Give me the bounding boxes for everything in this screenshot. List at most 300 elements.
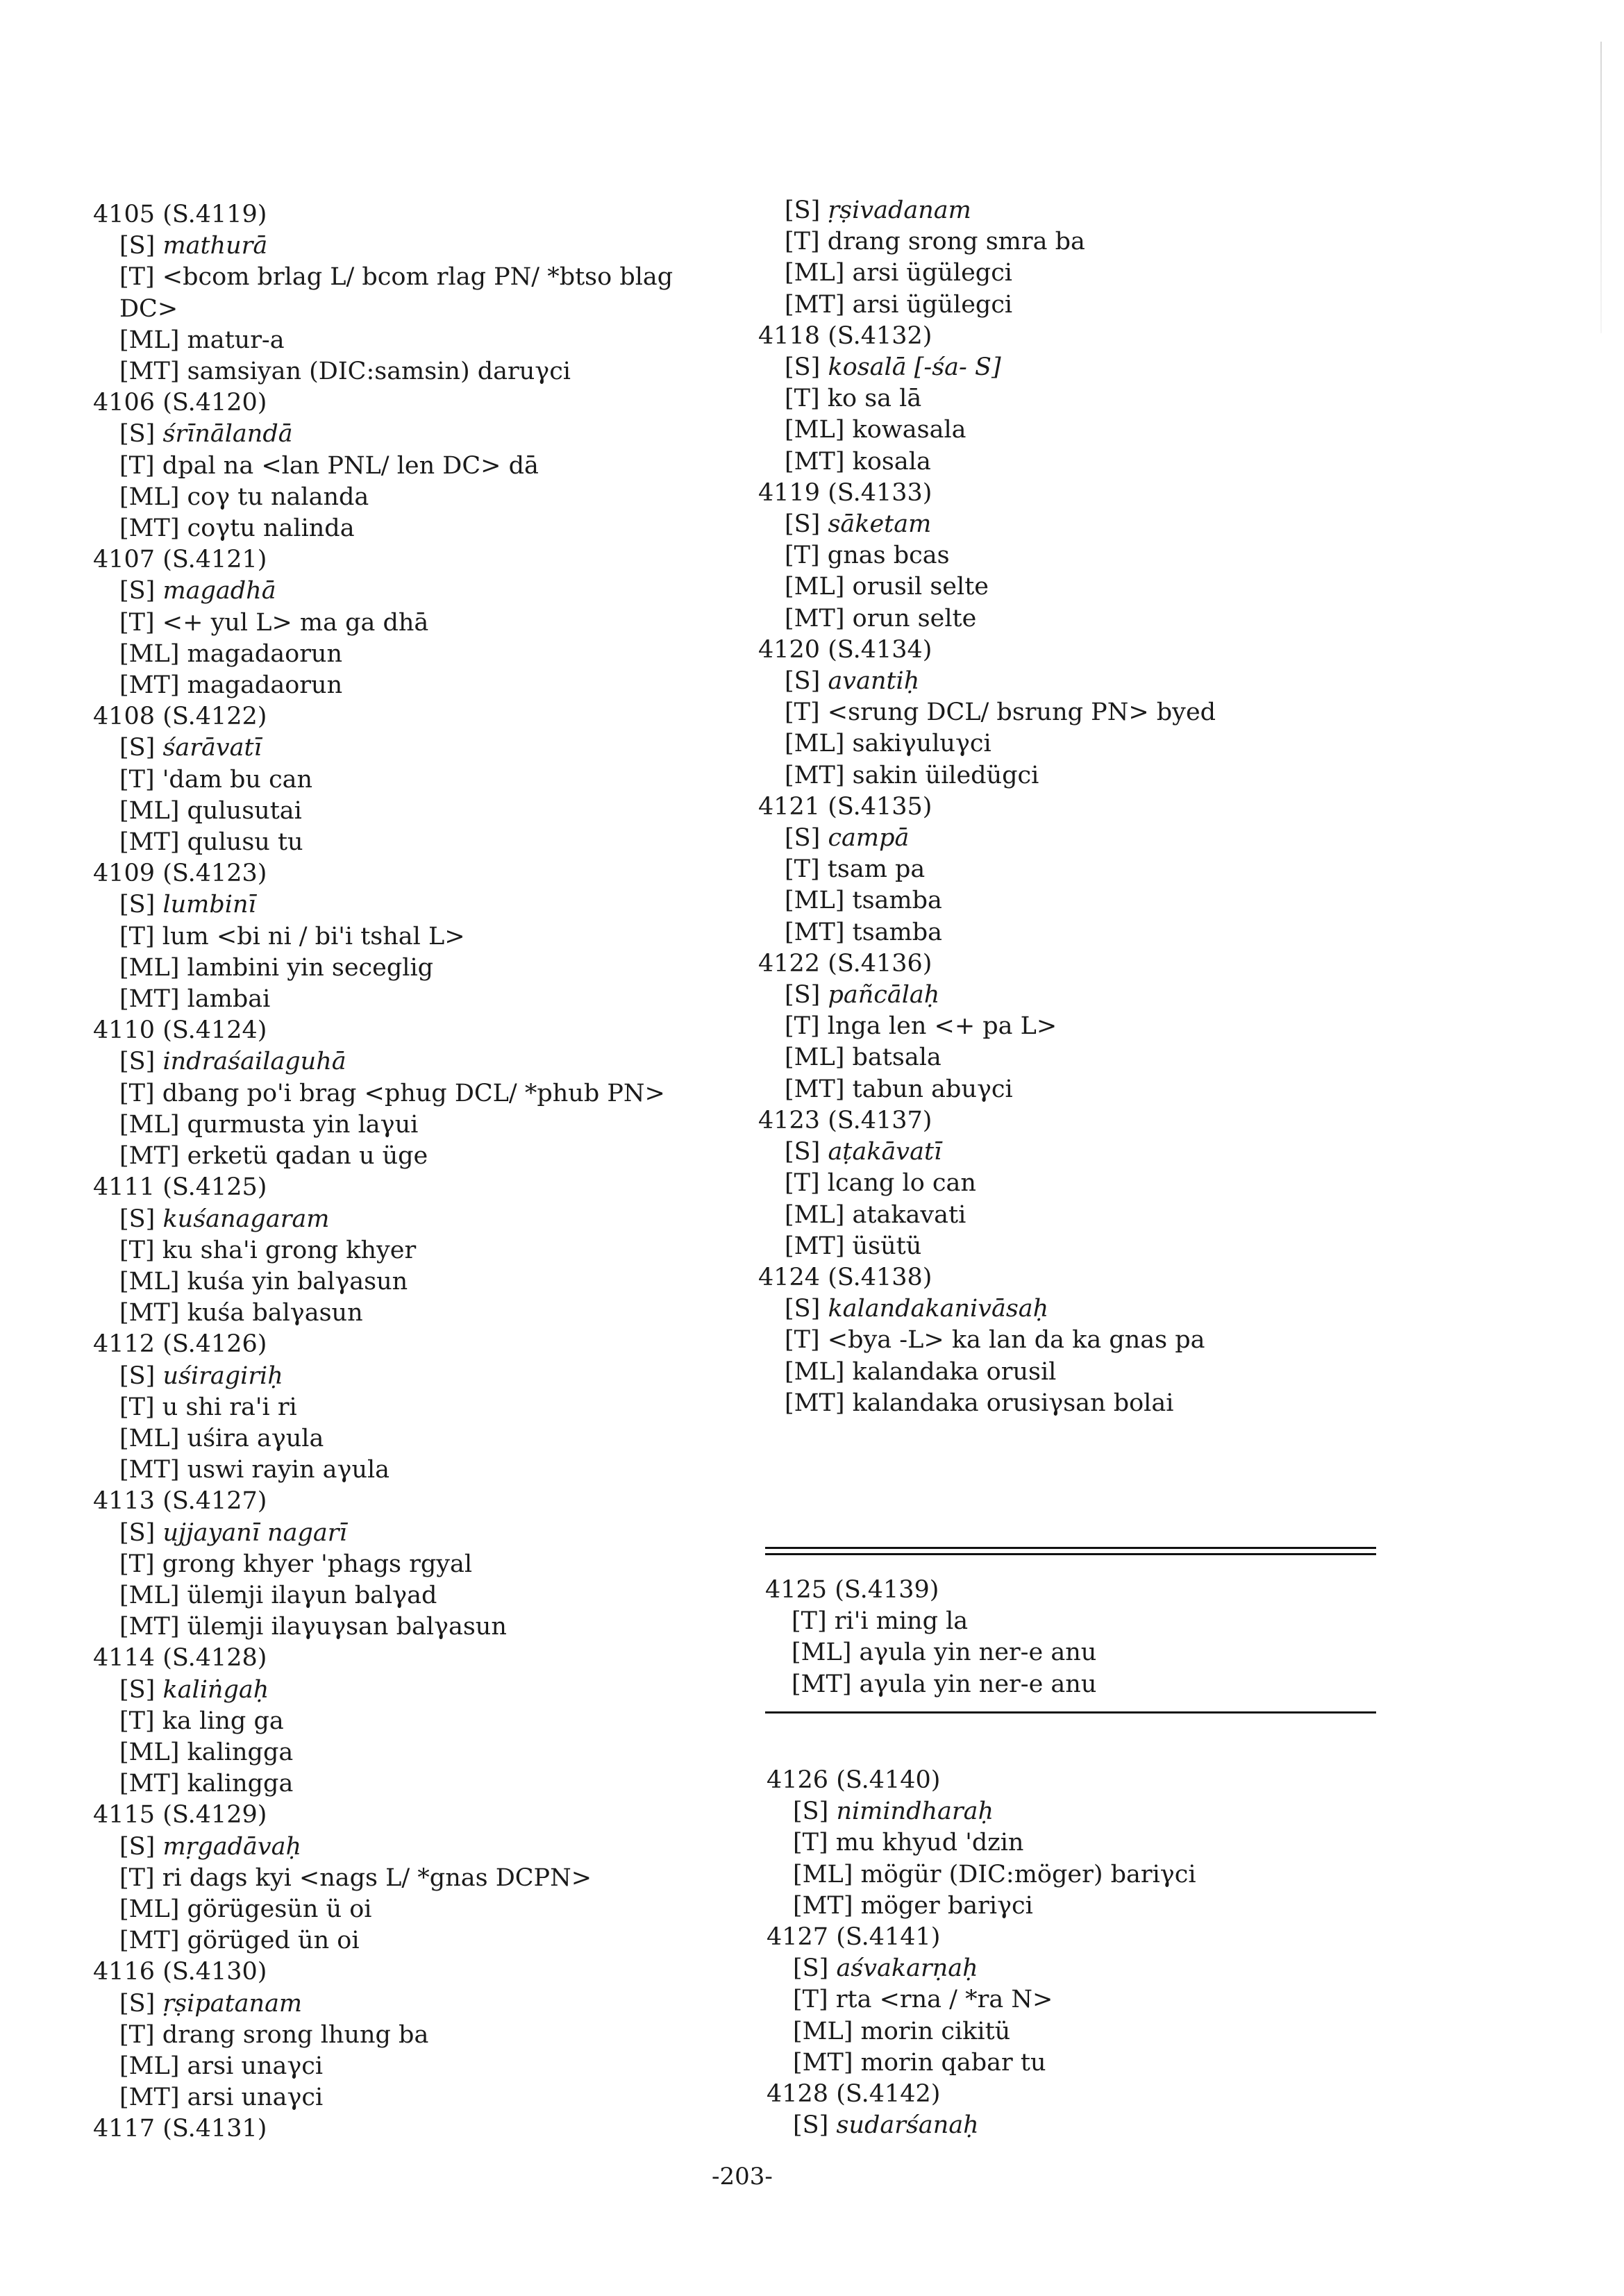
language-tag: [T]: [785, 542, 820, 570]
language-tag: [T]: [785, 1169, 820, 1198]
entry-text: üsütü: [852, 1232, 922, 1260]
entry-line: [758, 697, 1383, 728]
entry-text: sakiγuluγci: [852, 730, 991, 758]
entry-line: [93, 889, 760, 921]
entry-line: [758, 509, 1383, 540]
entry-line: [765, 1669, 1390, 1700]
entry-line: [93, 451, 760, 482]
language-tag: [T]: [119, 1863, 155, 1892]
language-tag: [T]: [792, 1607, 827, 1636]
language-tag: [T]: [785, 855, 820, 884]
dictionary-entry: [767, 1765, 1391, 1922]
entry-line: [765, 1637, 1390, 1668]
language-tag: [ML]: [785, 259, 845, 287]
entry-text: kalingga: [187, 1738, 294, 1766]
entry-line: [93, 2051, 760, 2082]
entry-line: [758, 414, 1383, 446]
entry-line: [93, 796, 760, 827]
entry-text: qulusutai: [187, 796, 302, 825]
language-tag: [ML]: [119, 1895, 180, 1923]
entry-text: tsamba: [852, 887, 942, 915]
entry-line: [758, 666, 1383, 697]
entry-text: kosala: [852, 447, 931, 476]
language-tag: [MT]: [785, 1389, 845, 1417]
page-number: -203-: [712, 2163, 773, 2190]
entry-line: [93, 1768, 760, 1800]
entry-line: [758, 1231, 1383, 1262]
entry-line: [93, 953, 760, 984]
language-tag: [S]: [785, 981, 821, 1009]
entry-number: 4125 (S.4139): [765, 1576, 939, 1604]
entry-text: <+ yul L> ma ga dhā: [162, 608, 429, 637]
entry-text: śarāvatī: [162, 734, 262, 762]
entry-text: morin qabar tu: [860, 2048, 1046, 2077]
entry-line: [93, 607, 760, 639]
entry-text: lum <bi ni / bi'i tshal L>: [162, 922, 465, 950]
entry-number: 4121 (S.4135): [758, 792, 932, 821]
entry-line: [93, 764, 760, 796]
entry-number: 4122 (S.4136): [758, 949, 932, 978]
entry-text: arsi ügülegci: [852, 259, 1013, 287]
entry-text: śrīnālandā: [162, 420, 293, 449]
dictionary-entry: [93, 199, 760, 387]
language-tag: [S]: [119, 1832, 156, 1861]
language-tag: [ML]: [119, 483, 180, 511]
entry-line: [93, 1518, 760, 1549]
dictionary-entry: [758, 635, 1383, 791]
entry-text: aśvakarṇaḥ: [836, 1954, 978, 1983]
dictionary-entry: [765, 1575, 1390, 1700]
entry-line: [758, 917, 1383, 948]
language-tag: [ML]: [793, 2017, 853, 2045]
entry-line: [765, 1606, 1390, 1637]
entry-line: [93, 1706, 760, 1737]
language-tag: [MT]: [119, 358, 180, 386]
entry-number: 4124 (S.4138): [758, 1263, 932, 1291]
entry-text: mögür (DIC:möger) bariγci: [860, 1860, 1196, 1888]
entry-text: qurmusta yin laγui: [187, 1110, 419, 1139]
language-tag: [S]: [785, 824, 821, 853]
language-tag: [ML]: [119, 1738, 180, 1766]
left-column: [93, 199, 760, 2145]
entry-line: [93, 2082, 760, 2113]
entry-line: [93, 1298, 760, 1329]
entry-text: erketü qadan u üge: [187, 1142, 428, 1171]
dictionary-entry: [93, 1643, 760, 1800]
entry-line: [758, 352, 1383, 383]
language-tag: [MT]: [119, 1770, 180, 1798]
entry-text: coγ tu nalanda: [187, 483, 369, 511]
language-tag: [MT]: [119, 1142, 180, 1171]
language-tag: [ML]: [792, 1639, 852, 1667]
language-tag: [MT]: [785, 447, 845, 476]
entry-number: 4118 (S.4132): [758, 321, 932, 350]
entry-line: [93, 1204, 760, 1235]
entry-text: uswi rayin aγula: [187, 1456, 390, 1484]
entry-text: kalandaka orusiγsan bolai: [852, 1389, 1174, 1417]
entry-text: gnas bcas: [827, 542, 950, 570]
entry-line: [758, 1074, 1383, 1105]
language-tag: [T]: [119, 1707, 155, 1735]
language-tag: [T]: [119, 451, 155, 480]
single-rule-divider: [765, 1711, 1376, 1713]
entry-line: [758, 1200, 1383, 1231]
language-tag: [T]: [119, 263, 155, 292]
language-tag: [MT]: [785, 1075, 845, 1103]
entry-line: [93, 1423, 760, 1455]
entry-number: 4119 (S.4133): [758, 478, 932, 507]
entry-text: aṭakāvatī: [828, 1138, 942, 1166]
language-tag: [MT]: [785, 1232, 845, 1260]
entry-text: <srung DCL/ bsrung PN> byed: [827, 698, 1216, 727]
entry-text: kuśanagaram: [162, 1205, 330, 1233]
entry-text: uśira aγula: [187, 1424, 324, 1452]
language-tag: [S]: [785, 353, 821, 382]
entry-line: [758, 854, 1383, 885]
entry-line: [93, 1611, 760, 1643]
entry-text: aγula yin ner-e anu: [859, 1670, 1097, 1698]
entry-text: tsam pa: [827, 855, 926, 884]
dictionary-entry: [93, 1172, 760, 1329]
language-tag: [S]: [785, 510, 821, 539]
entry-line: [758, 258, 1383, 289]
entry-text: dpal na <lan PNL/ len DC> dā: [162, 451, 539, 480]
entry-text: kalandakanivāsaḥ: [828, 1295, 1049, 1323]
entry-text: orun selte: [852, 604, 977, 632]
language-tag: [S]: [785, 667, 821, 696]
entry-line: [767, 1891, 1391, 1922]
language-tag: [ML]: [785, 730, 845, 758]
entry-text: kosalā [-śa- S]: [828, 353, 1001, 382]
dictionary-entry: [93, 1015, 760, 1172]
entry-line: [93, 670, 760, 701]
entry-line: [93, 356, 760, 387]
entry-number: 4106 (S.4120): [93, 389, 267, 417]
dictionary-entry: [93, 701, 760, 858]
entry-line: [758, 760, 1383, 791]
language-tag: [MT]: [119, 1456, 180, 1484]
entry-line: [93, 1549, 760, 1580]
dictionary-entry: [93, 858, 760, 1015]
entry-line: [93, 1235, 760, 1266]
dictionary-entry: [758, 478, 1383, 635]
entry-line: [758, 1388, 1383, 1419]
language-tag: [ML]: [785, 416, 845, 444]
entry-number: 4128 (S.4142): [767, 2080, 941, 2109]
language-tag: [ML]: [119, 2052, 180, 2080]
scan-edge-mark: [1600, 42, 1602, 333]
entry-line: [758, 728, 1383, 760]
language-tag: [T]: [119, 1236, 155, 1264]
language-tag: [S]: [119, 1518, 156, 1547]
language-tag: [S]: [119, 1989, 156, 2018]
entry-line: [758, 603, 1383, 635]
language-tag: [ML]: [785, 887, 845, 915]
entry-text: kalandaka orusil: [852, 1357, 1057, 1386]
entry-text: kaliṅgaḥ: [162, 1675, 269, 1704]
entry-line: [758, 1293, 1383, 1325]
entry-line: [758, 885, 1383, 916]
language-tag: [T]: [119, 1550, 155, 1578]
dictionary-entry: [93, 1329, 760, 1486]
language-tag: [MT]: [785, 918, 845, 946]
language-tag: [ML]: [119, 639, 180, 668]
dictionary-entry: [93, 544, 760, 701]
entry-text: ku sha'i grong khyer: [162, 1236, 417, 1264]
entry-text: matur-a: [187, 326, 285, 354]
language-tag: [S]: [119, 1361, 156, 1390]
entry-text: lambai: [187, 985, 271, 1014]
entry-line: [93, 325, 760, 356]
language-tag: [ML]: [119, 1267, 180, 1296]
entry-line: [93, 1988, 760, 2020]
entry-text: qulusu tu: [187, 828, 303, 857]
entry-line: [758, 1168, 1383, 1199]
entry-number: 4107 (S.4121): [93, 546, 267, 574]
dictionary-entry: [758, 195, 1383, 321]
language-tag: [ML]: [119, 953, 180, 982]
entry-text: uśiragiriḥ: [162, 1361, 283, 1390]
entry-text: nimindharaḥ: [836, 1798, 994, 1826]
language-tag: [T]: [785, 228, 820, 256]
dictionary-entry: [93, 1486, 760, 1643]
dictionary-entry: [758, 1105, 1383, 1262]
entry-line: [93, 482, 760, 513]
entry-text: ri'i ming la: [834, 1607, 969, 1636]
entry-number: 4113 (S.4127): [93, 1487, 267, 1516]
entry-text: morin cikitü: [860, 2017, 1011, 2045]
language-tag: [ML]: [119, 1424, 180, 1452]
language-tag: [MT]: [119, 671, 180, 700]
dictionary-entry: [93, 1800, 760, 1956]
entry-text: rta <rna / *ra N>: [835, 1986, 1053, 2014]
language-tag: [S]: [119, 734, 156, 762]
entry-line: [93, 1078, 760, 1109]
language-tag: [S]: [119, 232, 156, 260]
language-tag: [MT]: [785, 604, 845, 632]
entry-text: orusil selte: [852, 573, 989, 601]
language-tag: [S]: [793, 2111, 829, 2140]
entry-text: <bya -L> ka lan da ka gnas pa: [827, 1326, 1205, 1355]
entry-number: 4109 (S.4123): [93, 860, 267, 888]
entry-text: pañcālaḥ: [828, 981, 940, 1009]
entry-text: sakin üiledügci: [852, 761, 1039, 789]
language-tag: [S]: [785, 196, 821, 224]
language-tag: [S]: [119, 420, 156, 449]
entry-line: [93, 294, 760, 325]
entry-text: campā: [828, 824, 910, 853]
entry-line: [93, 1109, 760, 1141]
entry-line: [93, 576, 760, 607]
entry-line: [758, 1011, 1383, 1042]
entry-line: [93, 1141, 760, 1172]
entry-text: tabun abuγci: [852, 1075, 1013, 1103]
entry-line: [758, 446, 1383, 478]
entry-line: [767, 1984, 1391, 2016]
language-tag: [S]: [119, 577, 156, 605]
entry-line: [758, 1137, 1383, 1168]
entry-line: [758, 226, 1383, 258]
entry-line: [758, 1325, 1383, 1356]
language-tag: [T]: [785, 698, 820, 727]
entry-number: 4126 (S.4140): [767, 1766, 941, 1794]
entry-text: tsamba: [852, 918, 942, 946]
entry-line: [93, 639, 760, 670]
entry-text: kuśa yin balγasun: [187, 1267, 408, 1296]
language-tag: [MT]: [119, 1613, 180, 1641]
language-tag: [MT]: [119, 514, 180, 543]
entry-text: ko sa lā: [827, 385, 922, 413]
entry-text: avantiḥ: [828, 667, 920, 696]
entry-text: ka ling ga: [162, 1707, 284, 1735]
language-tag: [ML]: [119, 1110, 180, 1139]
entry-text: atakavati: [852, 1200, 966, 1229]
entry-line: [93, 827, 760, 858]
entry-line: [767, 1796, 1391, 1827]
dictionary-entry: [758, 1262, 1383, 1419]
language-tag: [T]: [785, 1326, 820, 1355]
entry-text: kalingga: [187, 1770, 294, 1798]
language-tag: [MT]: [792, 1670, 852, 1698]
entry-text: lambini yin seceglig: [187, 953, 434, 982]
entry-line: [93, 1863, 760, 1894]
language-tag: [ML]: [119, 326, 180, 354]
entry-text: ri dags kyi <nags L/ *gnas DCPN>: [162, 1863, 592, 1892]
entry-text: lcang lo can: [827, 1169, 976, 1198]
entry-line: [767, 1827, 1391, 1859]
entry-text: lnga len <+ pa L>: [827, 1012, 1057, 1041]
entry-text: drang srong lhung ba: [162, 2020, 429, 2049]
language-tag: [S]: [119, 891, 156, 919]
entry-number: 4105 (S.4119): [93, 201, 267, 228]
language-tag: [MT]: [119, 2084, 180, 2112]
entry-line: [767, 2016, 1391, 2047]
entry-number: 4108 (S.4122): [93, 703, 267, 731]
language-tag: [MT]: [119, 828, 180, 857]
language-tag: [S]: [119, 1048, 156, 1076]
entry-line: [758, 1042, 1383, 1073]
language-tag: [ML]: [119, 1581, 180, 1609]
entry-text: batsala: [852, 1044, 941, 1072]
entry-number: 4110 (S.4124): [93, 1016, 267, 1045]
entry-number: 4112 (S.4126): [93, 1330, 267, 1359]
language-tag: [S]: [119, 1675, 156, 1704]
entry-text: kowasala: [852, 416, 966, 444]
language-tag: [MT]: [785, 290, 845, 319]
entry-text: samsiyan (DIC:samsin) daruγci: [187, 358, 571, 386]
entry-text: <bcom brlag L/ bcom rlag PN/ *btso blag: [162, 263, 673, 292]
entry-text: sudarśanaḥ: [836, 2111, 979, 2140]
language-tag: [ML]: [785, 573, 845, 601]
language-tag: [T]: [119, 922, 155, 950]
entry-text: görüged ün oi: [187, 1927, 360, 1955]
language-tag: [ML]: [785, 1200, 845, 1229]
entry-number: 4117 (S.4131): [93, 2115, 267, 2143]
dictionary-entry: [758, 791, 1383, 948]
entry-line: [758, 290, 1383, 321]
entry-text: sāketam: [828, 510, 932, 539]
entry-line: [767, 1953, 1391, 1984]
dictionary-entry: [758, 321, 1383, 478]
language-tag: [MT]: [793, 2048, 853, 2077]
dictionary-entry: [758, 948, 1383, 1105]
entry-line: [758, 540, 1383, 571]
right-column-top: [758, 195, 1383, 1419]
right-column-mid: [765, 1575, 1390, 1700]
language-tag: [S]: [785, 1295, 821, 1323]
entry-line: [93, 1675, 760, 1706]
entry-text: ujjayanī nagarī: [162, 1518, 347, 1547]
entry-line: [93, 1737, 760, 1768]
entry-line: [767, 2047, 1391, 2079]
language-tag: [T]: [119, 1393, 155, 1421]
language-tag: [ML]: [119, 796, 180, 825]
entry-text: DC>: [119, 294, 178, 323]
entry-line: [93, 1580, 760, 1611]
language-tag: [ML]: [785, 1044, 845, 1072]
entry-number: 4115 (S.4129): [93, 1801, 267, 1829]
entry-text: arsi unaγci: [187, 2084, 324, 2112]
entry-text: dbang po'i brag <phug DCL/ *phub PN>: [162, 1079, 665, 1107]
entry-number: 4123 (S.4137): [758, 1106, 932, 1134]
entry-number: 4116 (S.4130): [93, 1958, 267, 1986]
entry-text: mathurā: [162, 232, 268, 260]
entry-line: [93, 1046, 760, 1078]
entry-line: [93, 231, 760, 262]
entry-text: coγtu nalinda: [187, 514, 355, 543]
entry-line: [767, 2110, 1391, 2141]
language-tag: [MT]: [119, 1299, 180, 1327]
entry-text: magadaorun: [187, 671, 343, 700]
entry-line: [758, 823, 1383, 854]
entry-line: [93, 1455, 760, 1486]
entry-text: ülemji ilaγuγsan balγasun: [187, 1613, 507, 1641]
language-tag: [ML]: [793, 1860, 853, 1888]
entry-line: [93, 1894, 760, 1925]
language-tag: [T]: [793, 1829, 828, 1857]
entry-text: ṛṣivadanam: [828, 196, 971, 224]
language-tag: [ML]: [785, 1357, 845, 1386]
language-tag: [S]: [119, 1205, 156, 1233]
entry-line: [93, 2020, 760, 2051]
entry-line: [93, 513, 760, 544]
double-rule-divider: [765, 1547, 1376, 1555]
entry-number: 4127 (S.4141): [767, 1923, 941, 1952]
entry-text: möger bariγci: [860, 1891, 1033, 1920]
entry-line: [93, 1832, 760, 1863]
language-tag: [S]: [793, 1798, 829, 1826]
entry-text: arsi ügülegci: [852, 290, 1013, 319]
entry-text: magadaorun: [187, 639, 343, 668]
language-tag: [MT]: [119, 1927, 180, 1955]
entry-text: kuśa balγasun: [187, 1299, 363, 1327]
entry-line: [93, 419, 760, 450]
language-tag: [MT]: [119, 985, 180, 1014]
language-tag: [MT]: [793, 1891, 853, 1920]
right-column-bottom: [767, 1765, 1391, 2141]
entry-text: magadhā: [162, 577, 276, 605]
language-tag: [T]: [119, 1079, 155, 1107]
entry-text: mu khyud 'dzin: [835, 1829, 1024, 1857]
entry-line: [758, 980, 1383, 1011]
entry-line: [93, 1266, 760, 1298]
entry-number: 4111 (S.4125): [93, 1173, 267, 1202]
dictionary-entry: [93, 1956, 760, 2113]
entry-text: 'dam bu can: [162, 765, 313, 794]
entry-text: u shi ra'i ri: [162, 1393, 297, 1421]
entry-text: ülemji ilaγun balγad: [187, 1581, 437, 1609]
dictionary-entry: [767, 2079, 1391, 2141]
